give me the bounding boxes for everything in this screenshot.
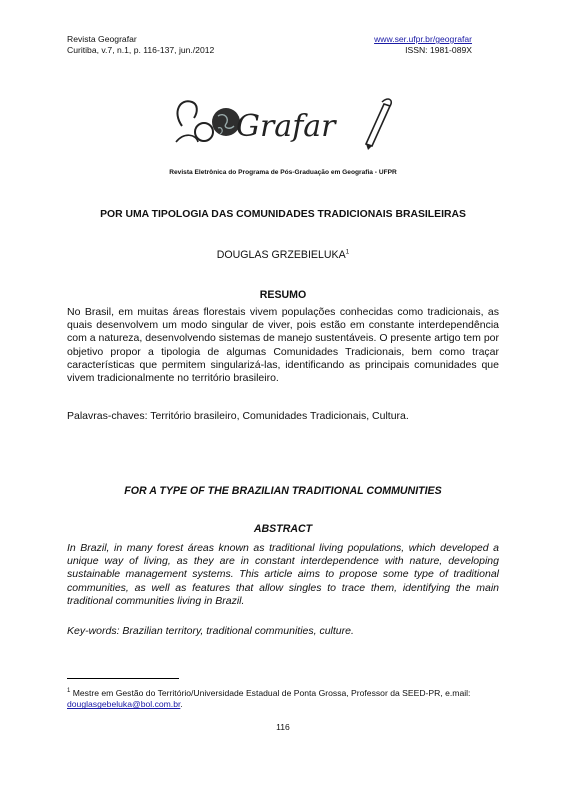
journal-name: Revista Geografar <box>67 34 137 44</box>
footnote <box>67 686 502 711</box>
keywords: Key-words: Brazilian territory, traditional communities, culture. <box>67 625 354 637</box>
geografar-logo <box>168 92 394 156</box>
footnote-text: Mestre em Gestão do Território/Universidade Estadual de Ponta Grossa, Professor da SEED-PR, e.mail: <box>70 687 471 698</box>
page-number: 116 <box>276 722 290 732</box>
resumo-text: No Brasil, em muitas áreas florestais vivem populações conhecidas como tradicionais, as quais desenvolvem um modo singular de viver, pois estão em constante interdependência com a natureza, desenvolvendo sistemas de manejo sustentáveis. O presente artigo tem por objetivo propor a tipologia de algumas Comunidades Tradicionais, bem como traçar características que permitem singularizá-las, identificando as principais comunidades que vivem tradicionalmente no território brasileiro. <box>67 306 499 385</box>
footnote-marker: 1 <box>67 688 71 694</box>
footnote-end: . <box>180 699 183 710</box>
author-email-link[interactable]: douglasgebeluka@bol.com.br <box>67 699 181 710</box>
svg-text:Grafar: Grafar <box>236 109 336 144</box>
abstract-text: In Brazil, in many forest áreas known as traditional living populations, which developed a unique way of living, as they are in constant interdependence with nature, developing sustainable management systems. This article aims to propose some type of traditional communities, as well as features that allow singles to trace them, identifying the main traditional communities living in Brazil. <box>67 542 499 607</box>
english-title: FOR A TYPE OF THE BRAZILIAN TRADITIONAL COMMUNITIES <box>124 485 442 497</box>
footnote-separator <box>67 678 179 679</box>
article-title: POR UMA TIPOLOGIA DAS COMUNIDADES TRADICIONAIS BRASILEIRAS <box>100 209 466 220</box>
issn: ISSN: 1981-089X <box>405 45 472 55</box>
running-header-right <box>374 34 472 56</box>
logo-subtitle: Revista Eletrônica do Programa de Pós-Graduação em Geografia - UFPR <box>169 169 397 176</box>
abstract-heading: ABSTRACT <box>253 523 313 535</box>
footnote-ref[interactable]: 1 <box>345 248 350 256</box>
author-line <box>0 249 566 261</box>
citation: Curitiba, v.7, n.1, p. 116-137, jun./2012 <box>67 45 215 55</box>
author-name: DOUGLAS GRZEBIELUKA <box>216 249 346 261</box>
running-header-left <box>67 34 214 56</box>
resumo-heading: RESUMO <box>259 289 307 301</box>
journal-url-link[interactable]: www.ser.ufpr.br/geografar <box>374 34 472 44</box>
palavras-chave: Palavras-chaves: Território brasileiro, Comunidades Tradicionais, Cultura. <box>67 410 409 422</box>
